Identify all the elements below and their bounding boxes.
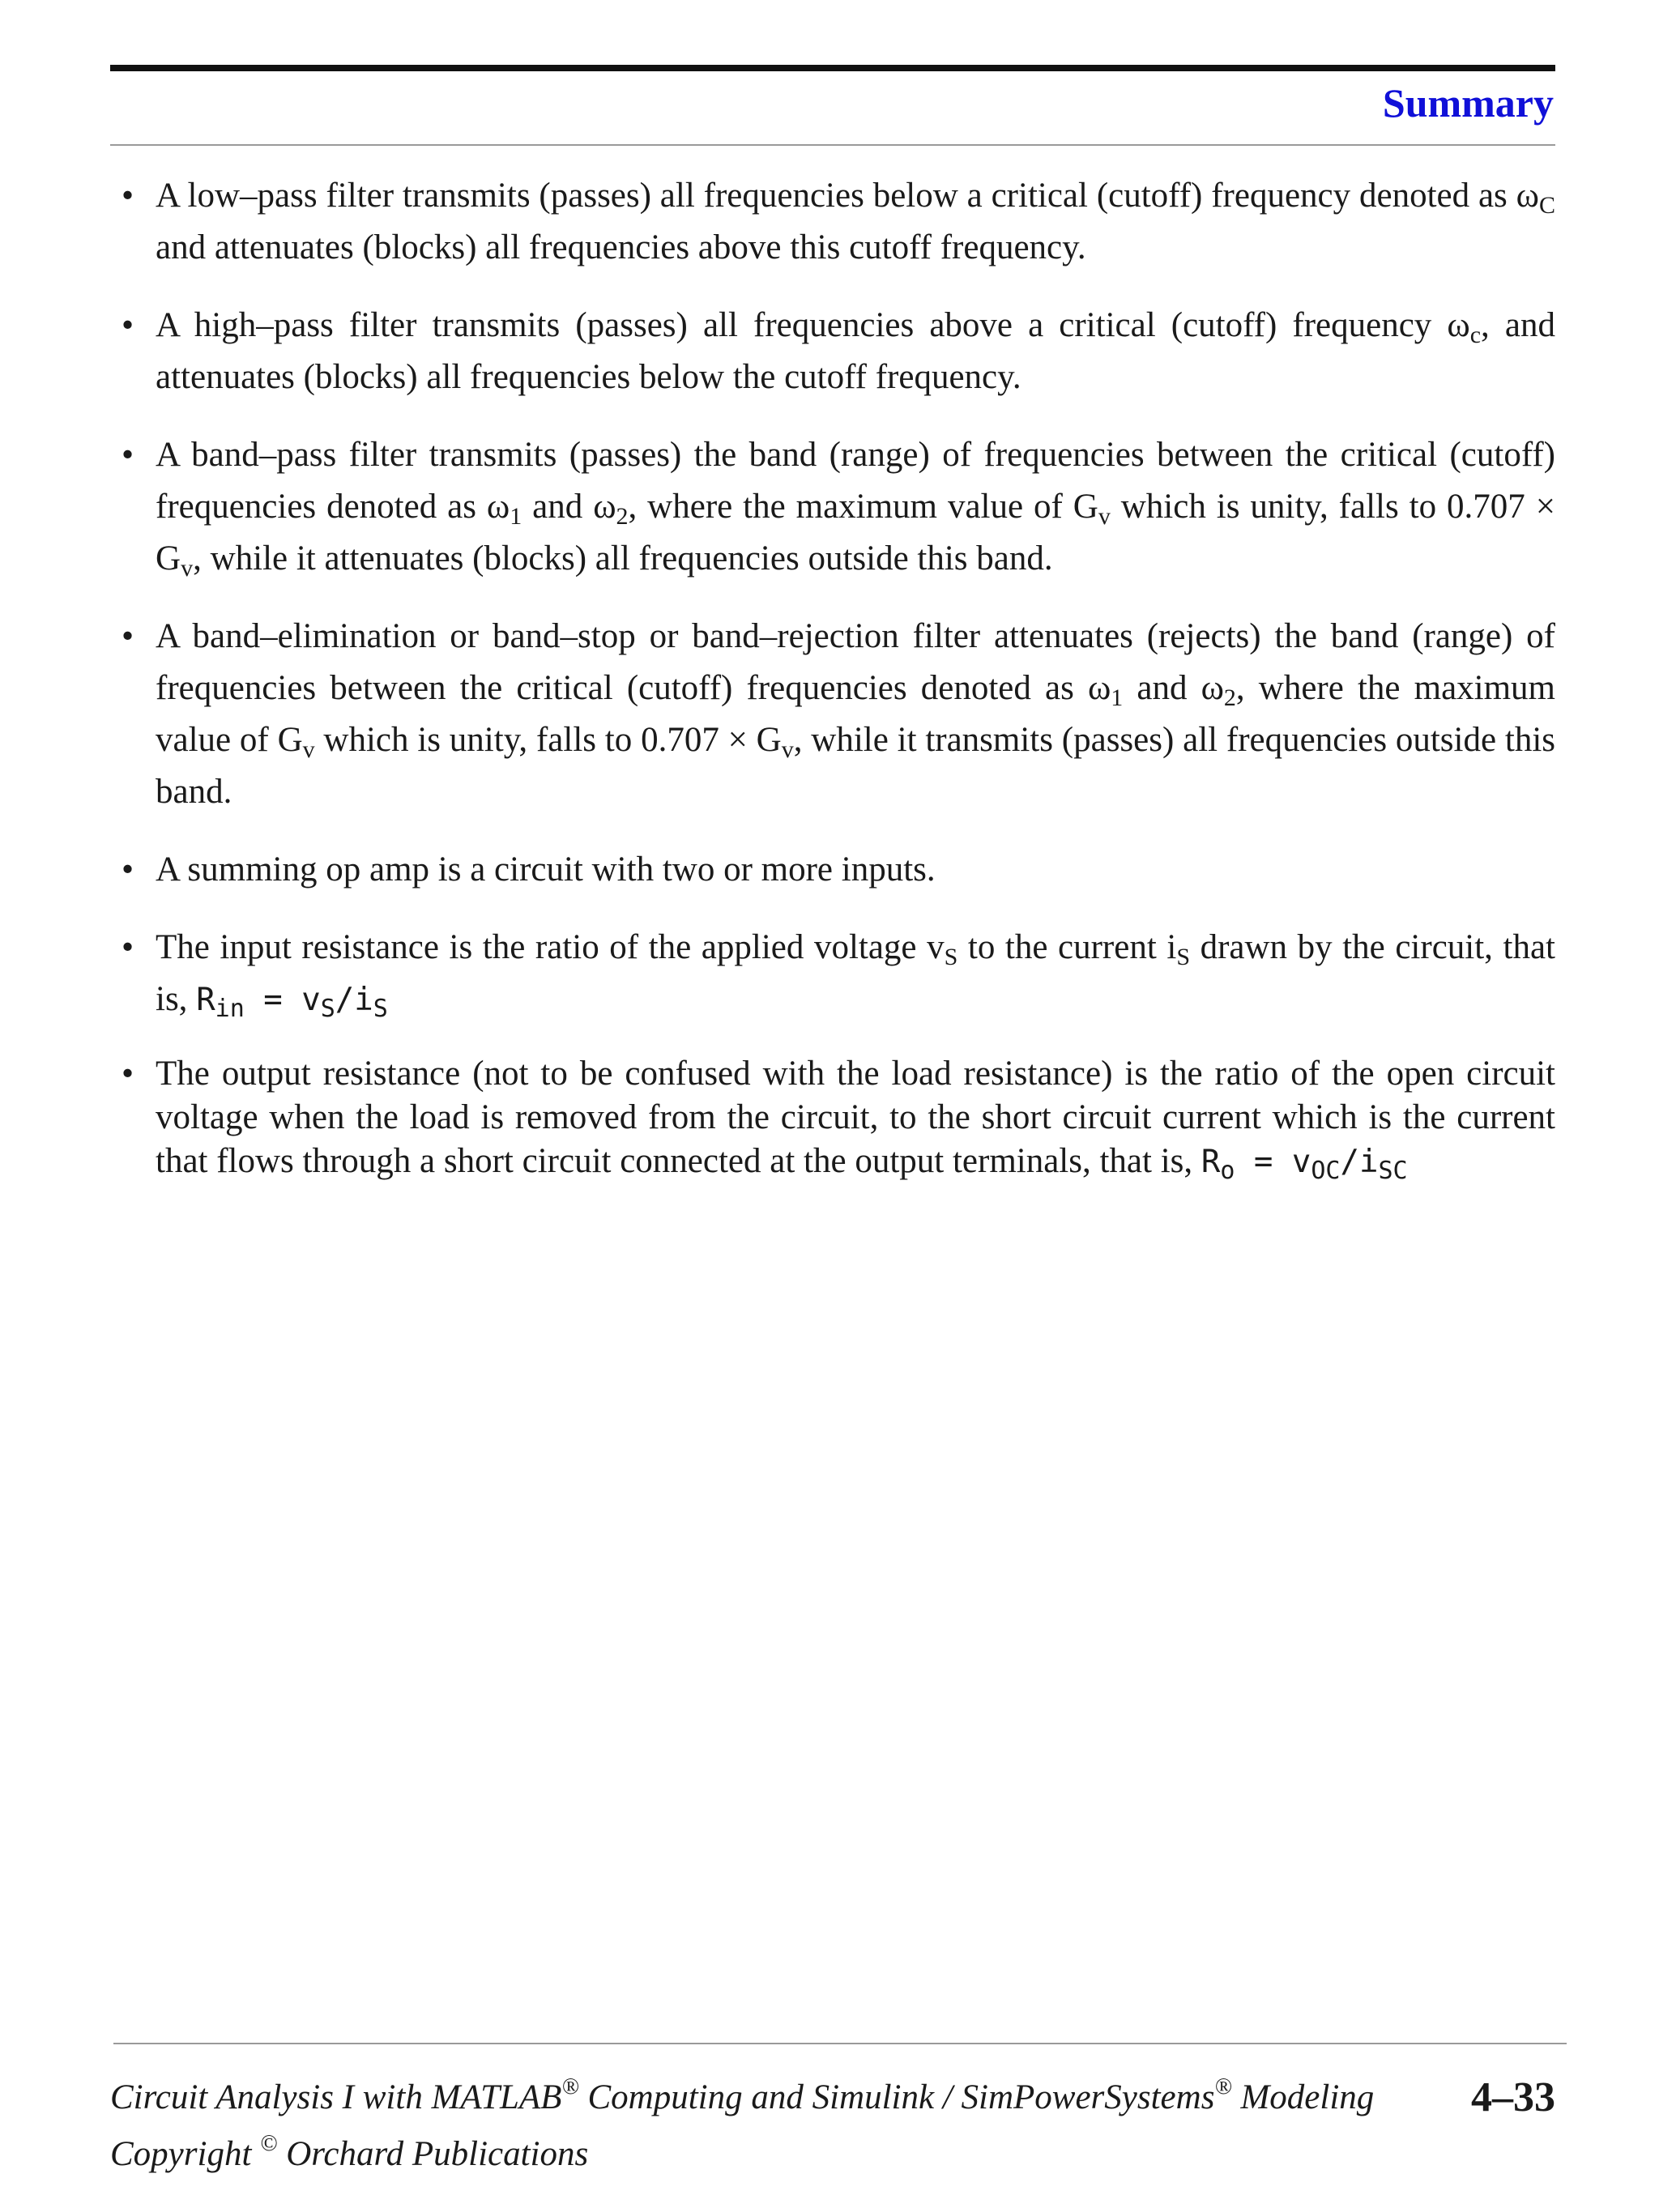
bullet-icon: •	[122, 617, 134, 655]
bullet-icon: •	[122, 436, 134, 474]
bullet-icon: •	[122, 850, 134, 889]
list-item: • A low–pass filter transmits (passes) all frequencies below a critical (cutoff) frequency denoted as $\omega_C$ and attenuates (blocks) all frequencies above this cutoff frequency.	[122, 170, 1555, 274]
footer-book-title: Circuit Analysis I with MATLAB® Computing and Simulink / SimPowerSystems® Modeling	[110, 2074, 1375, 2116]
bullet-icon: •	[122, 928, 134, 966]
summary-list	[122, 170, 1555, 1210]
bullet-icon: •	[122, 1055, 134, 1093]
bullet-icon: •	[122, 177, 134, 215]
input-resistance-equation: $R_{in} = v_S/i_S$	[196, 982, 388, 1023]
header-rule	[110, 144, 1555, 146]
list-item: • The input resistance is the ratio of the applied voltage $v_S$ to the current $i_S$ drawn by the circuit, that is, $R_{in} = v_S/i_S$	[122, 922, 1555, 1026]
footer-copyright: Copyright © Orchard Publications	[110, 2131, 589, 2173]
list-item: • A high–pass filter transmits (passes) all frequencies above a critical (cutoff) frequency $\omega_c$, and attenuates (blocks) all frequencies below the cutoff frequency.	[122, 300, 1555, 403]
output-resistance-equation: $R_o = v_{OC}/i_{SC}$	[1201, 1144, 1408, 1185]
list-item: • A band–elimination or band–stop or band–rejection filter attenuates (rejects) the band (range) of frequencies between the critical (cutoff) frequencies denoted as $\omega_1$ and $\omega_2$, where the maximum value of $G_v$ which is unity, falls to $0.707 \times G_v$, while it transmits (passes) all frequencies outside this band.	[122, 611, 1555, 818]
section-title: Summary	[1382, 80, 1554, 126]
list-item: • The output resistance (not to be confused with the load resistance) is the ratio of the open circuit voltage when the load is removed from the circuit, to the short circuit current which is the current that flows through a short circuit connected at the output terminals, that is, $R_o = v_{OC}/i_{SC}$	[122, 1052, 1555, 1184]
footer-rule	[113, 2043, 1567, 2044]
top-rule	[110, 65, 1555, 71]
list-item: • A band–pass filter transmits (passes) the band (range) of frequencies between the critical (cutoff) frequencies denoted as $\omega_1$ and $\omega_2$, where the maximum value of $G_v$ which is unity, falls to $0.707 \times G_v$, while it attenuates (blocks) all frequencies outside this band.	[122, 429, 1555, 585]
bullet-icon: •	[122, 306, 134, 344]
list-item: • A summing op amp is a circuit with two or more inputs.	[122, 844, 1555, 896]
page-number: 4–33	[1471, 2074, 1555, 2120]
